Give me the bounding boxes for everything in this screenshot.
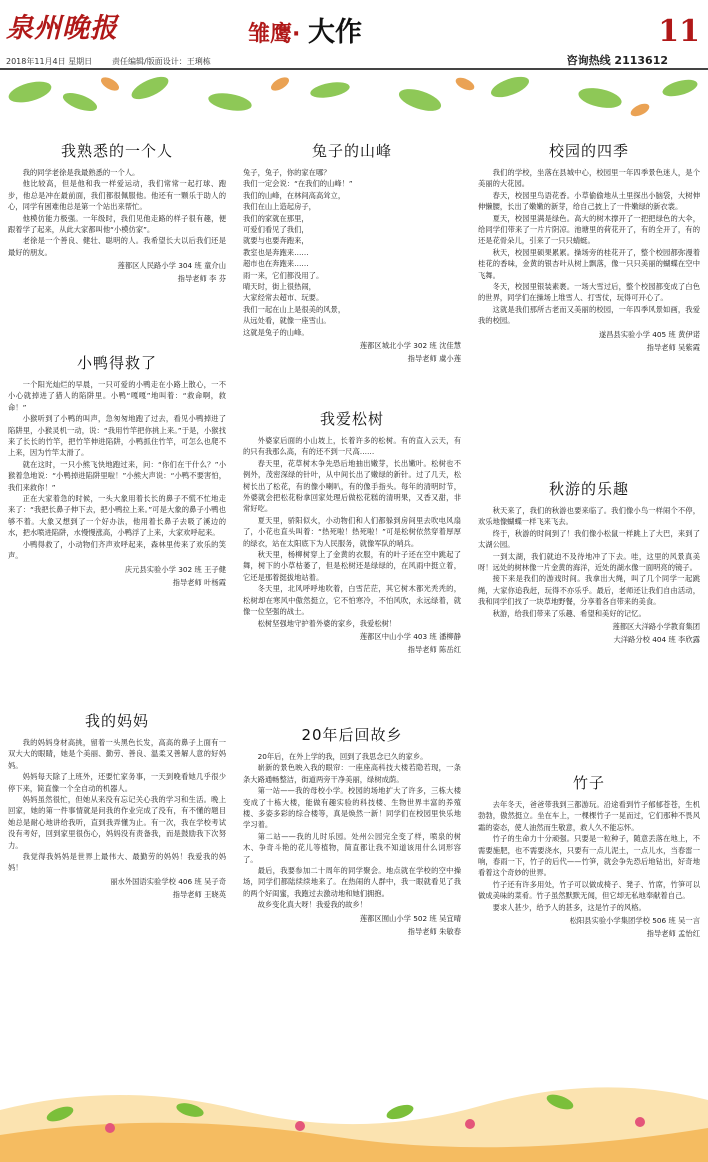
article-paragraph: 20年后，在外上学的我，回到了我思念已久的家乡。 — [257, 752, 428, 761]
editor-credits: 责任编辑/版面设计：王琍栋 — [112, 57, 211, 66]
article-paragraph: 第一站——我的母校小学。校园的场地扩大了许多，三栋大楼变成了十栋大楼，能做有趣实验的科技楼、生物世界丰富的养殖楼、多姿多彩的综合楼等，真是焕然一新！同学们在校园里快乐地学习着。 — [243, 786, 461, 830]
section-title — [248, 10, 362, 49]
article-title: 我的妈妈 — [84, 712, 149, 730]
poem-line: 这就是兔子的山峰。 — [243, 327, 309, 337]
author-school-branch: 大洋路分校 404 班 李欣露 — [613, 635, 700, 645]
poem-line: 我们一起在山上是很美的风景， — [243, 304, 346, 314]
author-school: 莲都区大洋路小学教育集团 — [612, 622, 700, 632]
article-title: 校园的四季 — [548, 142, 629, 160]
article-paragraph: 外婆家后面的小山坡上，长着许多的松树。有的直入云天，有的只有我那么高，有的还不到一尺高…… — [243, 436, 461, 457]
newspaper-logo: 泉州晚报 — [6, 13, 118, 44]
masthead — [0, 0, 708, 54]
article-paragraph: 最后，我要参加二十周年的同学聚会。地点就在学校的空中操场，同学们都陆续续地来了。在热闹的人群中，我一眼就看见了我的两个好闺蜜，我跑过去激动地和她们拥抱。 — [243, 866, 461, 898]
article-a1 — [8, 140, 226, 284]
article-paragraph: 正在大家着急的时候，一头大象用着长长的鼻子不慌不忙地走来了：“我把长鼻子伸下去，把小鸭拉上来。”可是大象的鼻子小鸭也够不着。大象又想到了一个好办法，他用着长鼻子去吸了溪边的水，把水喷进陷阱，水慢慢涨高，小鸭浮了上来，大家欢呼起来。 — [8, 494, 226, 538]
article-c3 — [478, 772, 700, 939]
article-paragraph: 崭新的景色映入我的眼帘：一座座高科技大楼若隐若现，一条条大路通畅整洁，街道两旁干净美丽，绿树成荫。 — [243, 763, 461, 784]
article-paragraph: 竹子的生命力十分顽强。只要是一粒种子，随意丢落在地上，不需要施肥，也不需要浇水，只要有一点儿泥土，一点儿水，当春雷一响，春雨一下，竹子的后代——竹笋，就会争先恐后地钻出，好奇地看着这个奇妙的世界。 — [478, 834, 700, 878]
author-teacher: 指导老师 朱敏春 — [407, 926, 461, 936]
article-c2 — [478, 478, 700, 645]
author-school: 庆元县实验小学 302 班 王子健 — [124, 564, 226, 574]
article-a3 — [8, 710, 226, 900]
article-paragraph: 一到太湖，我们就迫不及待地冲了下去。哇，这里的风景真美呀！远处的树林像一片金黄的海洋，近处的湖水像一面明亮的镜子。 — [478, 551, 700, 573]
article-title: 兔子的山峰 — [311, 142, 392, 160]
article-paragraph: 竹子还有许多用处，竹子可以做成椅子、凳子、竹席，竹笋可以做成美味的菜肴。竹子虽然默默无闻，但它却无私地奉献着自己。 — [478, 879, 700, 901]
article-b2 — [243, 408, 461, 655]
article-paragraph: 小鸭得救了，小动物们齐声欢呼起来，森林里传来了欢乐的笑声。 — [8, 539, 226, 561]
article-paragraph: 妈妈每天除了上班外，还要忙家务事，一天到晚看她几乎很少停下来，简直像一个全自动的机器人。 — [8, 772, 226, 793]
article-paragraph: 松树坚强地守护着外婆的家乡，我爱松树！ — [257, 618, 397, 628]
article-paragraph: 秋天来了，我们的秋游也要来临了。我们像小鸟一样闹个不停，欢乐地像蝴蝶一样飞来飞去。 — [478, 506, 700, 527]
article-paragraph: 冬天，校园里银装素裹。一场大雪过后，整个校园都变成了白色的世界，同学们在操场上堆雪人、打雪仗，玩得可开心了。 — [478, 282, 700, 303]
poem-line: 晴天时，街上很热闹， — [243, 282, 316, 292]
article-b1 — [243, 140, 461, 364]
article-paragraph: 夏天里，骄阳似火，小动物们和人们都躲到房间里去吹电风扇了，小花也直头叫着：“热死啦！热死啦！”可是松树依然穿着厚厚的绿衣，站在太阳底下为人民服务，就像军队的哨兵。 — [243, 515, 461, 548]
page-number: 11 — [658, 14, 700, 49]
author-teacher: 指导老师 叶杨霞 — [172, 577, 226, 587]
article-paragraph: 我的妈妈身材高挑，留着一头黑色长发，高高的鼻子上面有一双大大的眼睛，她是个美丽、勤劳、善良、温柔又善解人意的好妈妈。 — [8, 738, 226, 770]
poem-line: 可爱们看见了我们， — [243, 225, 309, 235]
poem-line: 雨一来，它们都没用了。 — [243, 270, 324, 280]
author-school: 莲都区人民路小学 304 班 童介山 — [117, 261, 226, 271]
leaf-banner — [0, 72, 708, 132]
article-title: 我熟悉的一个人 — [60, 142, 173, 160]
hotline — [567, 52, 668, 68]
article-a2 — [8, 352, 226, 588]
poem-line: 超市也在奔跑来…… — [243, 259, 309, 269]
article-paragraph: 要求人甚少，给予人的甚多，这是竹子的风格。 — [492, 902, 646, 912]
author-teacher: 指导老师 李 芬 — [177, 274, 226, 284]
article-paragraph: 终于，秋游的时间到了！我们像小松鼠一样跳上了大巴，来到了太湖公园。 — [478, 528, 700, 550]
author-teacher: 指导老师 孟怡红 — [646, 929, 700, 939]
decorative-footer — [0, 1040, 708, 1162]
hotline-label: 咨询热线 — [566, 54, 611, 67]
article-paragraph: 小猴听到了小鸭的叫声，急匆匆地跑了过去，看见小鸭掉进了陷阱里，小猴灵机一动，说：“我用竹竿把你挑上来。”于是，小猴找来了长长的竹竿，把竹竿伸进陷阱，小鸭抓住竹竿，可怎么也爬不上来，因为竹竿太滑了。 — [8, 414, 226, 458]
article-c1 — [478, 140, 700, 353]
article-paragraph: 春天，校园里鸟语花香。小草偷偷地从土里探出小脑袋，大树伸伸懒腰，长出了嫩嫩的新芽，给自己披上了一件嫩绿的新衣裳。 — [478, 190, 700, 212]
article-paragraph: 秋天，校园里硕果累累。操场旁的桂花开了，整个校园都弥漫着桂花的香味，金黄的银杏叶从树上飘落，像一只只美丽的蝴蝶在空中飞舞。 — [478, 247, 700, 280]
article-title: 我爱松树 — [319, 410, 384, 428]
issue-date: 2018年11月4日 星期日 — [6, 57, 93, 66]
author-school: 丽水外国语实验学校 406 班 吴子奇 — [110, 876, 226, 886]
article-title: 20年后回故乡 — [301, 726, 403, 744]
poem-line: 我们的家就在那里， — [243, 213, 309, 223]
author-teacher: 指导老师 吴紫霞 — [646, 342, 700, 352]
article-paragraph: 我的同学老徐是我最熟悉的一个人。 — [22, 168, 140, 177]
article-paragraph: 我觉得我妈妈是世界上最伟大、最勤劳的妈妈！我爱我的妈妈！ — [8, 852, 226, 873]
article-paragraph: 故乡变化真大呀！我爱我的故乡！ — [257, 900, 368, 910]
poem-line: 就要与也要奔跑来， — [243, 236, 309, 246]
poem-line: 教室也是奔跑来…… — [243, 247, 309, 257]
poem-line: 从远处看，就像一座雪山。 — [243, 316, 331, 326]
article-paragraph: 就在这时，一只小熊飞快地跑过来，问：“你们在干什么？”小猴着急地说：“小鸭掉进陷阱里啦！”小熊大声说：“小鸭不要害怕，我们来救你！” — [8, 459, 226, 492]
article-paragraph: 妈妈虽然很忙，但她从来没有忘记关心我的学习和生活。晚上回家，她的第一件事情就是问我的作业完成了没有，有不懂的题目她总是耐心地讲给我听，直到我弄懂为止。有一次，我在学校考试没有考好，回到家里很伤心，妈妈没有责备我，而是鼓励我下次努力。 — [8, 795, 226, 850]
author-school: 莲都区囿山小学 502 班 吴宜晴 — [359, 913, 461, 923]
section-title-dot: · — [292, 22, 301, 47]
article-paragraph: 去年冬天，爸爸带我到三都游玩。沿途看到竹子郁郁苍苍，生机勃勃，傲然挺立。坐在车上，一棵棵竹子一晃而过，它们那种不畏风霜的姿态，使人油然而生敬意，救人久不能忘怀。 — [478, 800, 700, 832]
article-paragraph: 春天里，花草树木争先恐后地抽出嫩芽，长出嫩叶。松树也不例外，茂密深绿的针叶，从中间长出了嫩绿的新针。过了几天，松树长出了松花，有的像小喇叭，有的像手指头。每年的清明时节，外婆就会把松花粉拿回家处理后做松花糕的清明果，又香又甜，非常好吃。 — [243, 458, 461, 514]
author-school: 遂昌县实验小学 405 班 黄伊诺 — [598, 329, 700, 339]
author-teacher: 指导老师 陈岳红 — [407, 644, 461, 654]
section-title-a: 雏鹰 — [248, 22, 293, 47]
poem-line: 兔子，兔子，你的家在哪？ — [243, 168, 331, 177]
author-teacher: 指导老师 王晓英 — [172, 889, 226, 899]
article-paragraph: 这就是我们那所古老而又美丽的校园，一年四季风景如画，我爱我的校园。 — [478, 304, 700, 326]
article-paragraph: 他比较高，但是他和我一样爱运动，我们常常一起打球、跑步，他总是冲在最前面，我们都很佩服他。他还有一颗乐于助人的心，同学有困难他总是第一个站出来帮忙。 — [8, 179, 226, 212]
article-paragraph: 他模仿能力极强。一年级时，我们见他走路的样子很有趣，便跟着学了起来，从此大家都叫他“小模仿家”。 — [8, 213, 226, 235]
article-title: 竹子 — [572, 774, 605, 792]
poem-line: 我们在山上造起房子， — [243, 202, 316, 212]
author-school: 松阳县实验小学集团学校 506 班 吴一言 — [569, 916, 700, 926]
article-paragraph: 秋游，给我们带来了乐趣、希望和美好的记忆。 — [492, 608, 646, 618]
author-school: 莲都区城北小学 302 班 沈佳慧 — [359, 341, 461, 351]
author-school: 莲都区中山小学 403 班 潘柳静 — [359, 631, 461, 641]
poem-line: 我们一定会说：“在我们的山峰！” — [243, 179, 353, 189]
article-b3 — [243, 724, 461, 937]
article-paragraph: 我们的学校，坐落在县城中心，校园里一年四季景色迷人，是个美丽的大花园。 — [478, 168, 700, 189]
poem-line: 大家经常去超市、玩要。 — [243, 293, 324, 303]
hotline-number: 2113612 — [614, 54, 668, 67]
article-paragraph: 接下来是我们的游戏时间。我拿出大绳，叫了几个同学一起跳绳，大家你追我赶，玩得不亦乐乎。最后，老师还让我们自由活动，我和同学们找了一块草地野餐，分享着各自带来的美食。 — [478, 574, 700, 607]
article-title: 小鸭得救了 — [76, 354, 157, 372]
article-paragraph: 秋天里，杨柳树穿上了金黄的衣服，有的叶子还在空中跳起了舞，树下的小草枯萎了，但是松树还是绿绿的，在风雨中挺立着，它还是那着挺拔地站着。 — [243, 550, 461, 582]
article-paragraph: 老徐是一个善良、健壮、聪明的人。我希望长大以后我们还是最好的朋友。 — [8, 236, 226, 257]
article-paragraph: 夏天，校园里满是绿色。高大的树木撑开了一把把绿色的大伞，给同学们带来了一片片阴凉。池塘里的荷花开了，有的全开了，有的还是花骨朵儿，引来了一只只蜻蜓。 — [478, 213, 700, 246]
article-paragraph: 一个阳光灿烂的早晨，一只可爱的小鸭走在小路上散心，一不小心就掉进了猎人的陷阱里。小鸭“嘎嘎”地叫着：“救命啊，救命！” — [8, 380, 226, 412]
article-paragraph: 冬天里，北风呼呼地吹着，白雪茫茫，其它树木都光秃秃的，松树却在寒风中傲然挺立，它不怕寒冷，不怕风吹，永远绿着，就像一位坚强的战士。 — [243, 584, 461, 617]
section-title-b: 大作 — [308, 17, 363, 48]
poem-line: 我们的山峰，在林间高高耸立， — [243, 190, 346, 200]
article-paragraph: 第二站——我的儿时乐园。处州公园完全变了样，喷泉的树木、争奇斗艳的花儿等植物，简直都让我不知道该用什么词形容了。 — [243, 831, 461, 864]
article-title: 秋游的乐趣 — [548, 480, 629, 498]
author-teacher: 指导老师 虞小莲 — [407, 354, 461, 364]
